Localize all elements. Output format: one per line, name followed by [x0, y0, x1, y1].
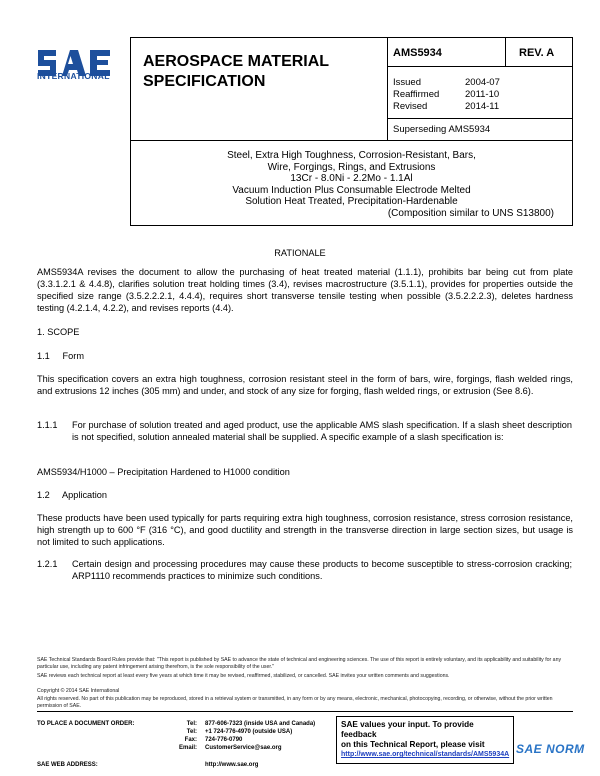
date-block	[393, 77, 500, 113]
para-1-2-1-number: 1.2.1	[37, 559, 58, 569]
subject-line: Solution Heat Treated, Precipitation-Hardenable	[245, 196, 458, 207]
subject-line: Wire, Forgings, Rings, and Extrusions	[267, 161, 436, 173]
footnote-copyright: Copyright © 2014 SAE International	[37, 688, 120, 694]
example-text: AMS5934/H1000 – Precipitation Hardened to H1000 condition	[37, 467, 290, 477]
fax-value: 724-776-0790	[205, 737, 243, 743]
tel2-value: +1 724-776-4970 (outside USA)	[205, 729, 293, 735]
rationale-text: AMS5934A revises the document to allow the purchasing of heat treated material (1.1.1), prohibits bar being cut from plate (3.3.1.2.1 & 4.4.8), clarifies solution treat holding times (3.4), revises macrostructure (3.5.1.1), provides for properties outside the specified size range (3.5.2.2.2.1, 4.4.4), requires short transverse tensile testing when possible (3.5.2.2.2.3), deletes hardness testing (4.2.1.4, 4.2.2), and revises reports (4.4).	[37, 267, 573, 313]
feedback-link[interactable]: http://www.sae.org/technical/standards/AMS5934A	[341, 751, 510, 758]
para-1-1-1-number: 1.1.1	[37, 420, 58, 430]
feedback-line-1: SAE values your input. To provide feedback	[341, 720, 474, 739]
footnote-rights: All rights reserved. No part of this publication may be reproduced, stored in a retrieval system or transmitted, in any form or by any means, electronic, mechanical, photocopying, recording, or otherwise, without the prior written permission of SAE.	[37, 696, 553, 709]
logo-subtitle: INTERNATIONAL	[37, 71, 110, 81]
feedback-box	[336, 716, 514, 764]
title-line-2: SPECIFICATION	[143, 73, 266, 90]
subject-line: (Composition similar to UNS S13800)	[387, 207, 554, 219]
reaffirmed-label: Reaffirmed	[393, 89, 440, 100]
subject-line: Steel, Extra High Toughness, Corrosion-Resistant, Bars,	[227, 150, 476, 161]
para-1-1-1-text: For purchase of solution treated and aged product, use the applicable AMS slash specification. If a slash sheet description is not specified, solution annealed material shall be supplied. A specific example of a slash specification is:	[72, 420, 572, 442]
subject-line: 13Cr - 8.0Ni - 2.2Mo - 1.1Al	[290, 173, 413, 184]
web-link[interactable]: http://www.sae.org	[205, 762, 259, 768]
revised-date: 2014-11	[465, 101, 500, 112]
feedback-line-2: on this Technical Report, please visit	[341, 740, 485, 749]
scope-heading: 1. SCOPE	[37, 327, 80, 337]
footnote-review: SAE reviews each technical report at least every five years at which time it may be revised, reaffirmed, stabilized, or cancelled. SAE invites your written comments and suggestions.	[37, 673, 450, 679]
form-text: This specification covers an extra high toughness, corrosion resistant steel in the form of bars, wire, forgings, flash welded rings, and extrusions 12 inches (305 mm) and under, and stock of any size for forging, flash welded rings, or extrusion (See 8.6).	[37, 374, 573, 396]
tel-value: 877-606-7323 (inside USA and Canada)	[205, 721, 316, 727]
revised-label: Revised	[393, 101, 428, 112]
issued-label: Issued	[393, 77, 421, 88]
form-heading: 1.1 Form	[37, 351, 84, 361]
header-box	[130, 37, 573, 141]
subject-line: Vacuum Induction Plus Consumable Electrode Melted	[232, 184, 471, 196]
application-text: These products have been used typically for parts requiring extra high toughness, corrosion resistance, stress corrosion resistance, high strength up to 600 °F (316 °C), and good ductility and strength in the transverse direction in large section sizes, but usage is not limited to such applications.	[37, 513, 573, 547]
email-label: Email:	[178, 745, 197, 751]
watermark: SAE NORM	[516, 742, 585, 756]
fax-label: Fax:	[184, 737, 197, 743]
email-link[interactable]: CustomerService@sae.org	[205, 745, 282, 751]
title-line-1: AEROSPACE MATERIAL	[143, 53, 330, 70]
issued-date: 2004-07	[465, 77, 500, 88]
para-1-2-1-text: Certain design and processing procedures may cause these products to become susceptible to stress-corrosion cracking; ARP1110 recommends practices to minimize such conditions.	[72, 559, 572, 581]
order-label: TO PLACE A DOCUMENT ORDER:	[37, 721, 135, 727]
tel-label: Tel:	[186, 721, 197, 727]
tel2-label: Tel:	[186, 729, 197, 735]
doc-title	[143, 52, 329, 92]
reaffirmed-date: 2011-10	[465, 89, 500, 100]
application-heading: 1.2 Application	[37, 490, 107, 500]
doc-number: AMS5934	[393, 47, 442, 59]
rationale-heading: RATIONALE	[274, 248, 326, 258]
footnote-rules: SAE Technical Standards Board Rules provide that: "This report is published by SAE to advance the state of technical and engineering sciences. The use of this report is entirely voluntary, and its applicability and suitability for any particular use, including any patent infringement arising therefrom, is the sole responsibility of the user."	[37, 657, 562, 670]
superseding: Superseding AMS5934	[393, 124, 491, 135]
web-label: SAE WEB ADDRESS:	[37, 762, 98, 768]
subject-box	[130, 140, 573, 226]
revision: REV. A	[519, 47, 555, 59]
